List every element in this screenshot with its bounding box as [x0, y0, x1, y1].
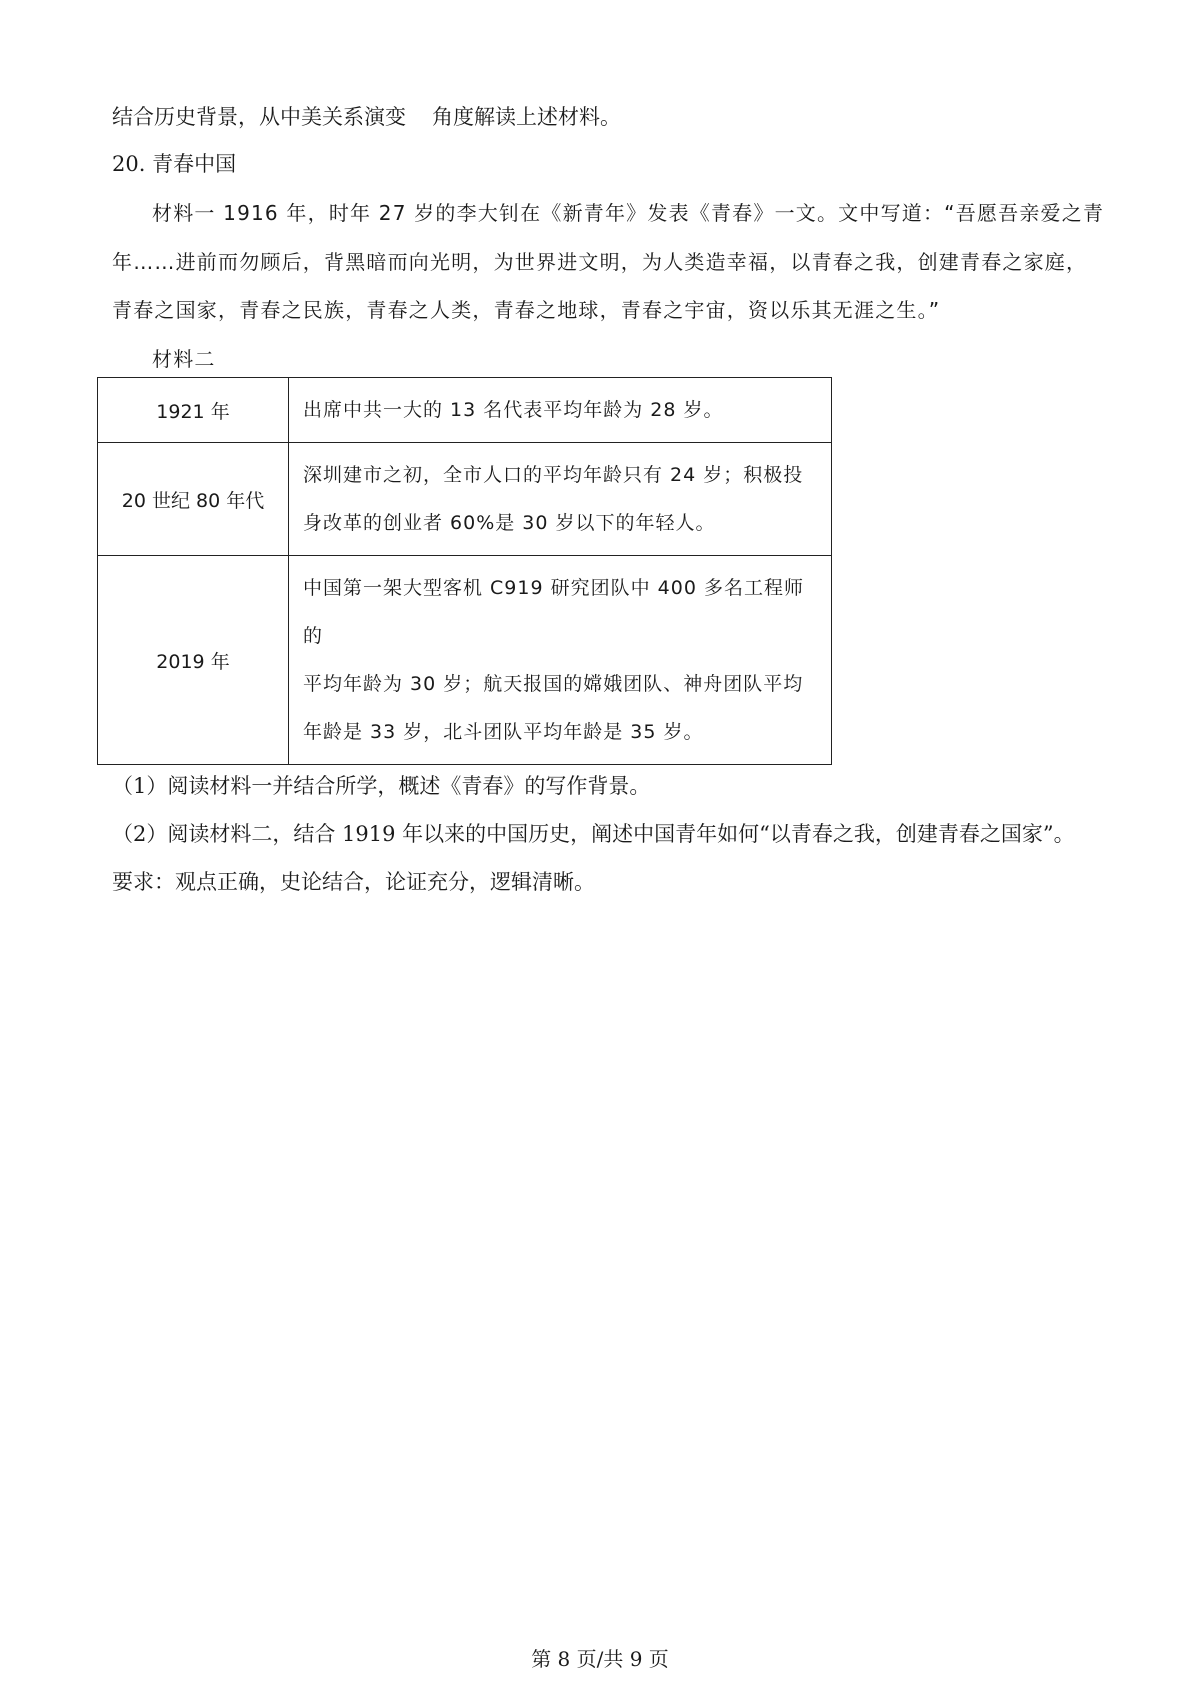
- material1-line-3: 青春之国家，青春之民族，青春之人类，青春之地球，青春之宇宙，资以乐其无涯之生。”: [112, 298, 941, 322]
- table-content-line: 身改革的创业者 60%是 30 岁以下的年轻人。: [303, 512, 716, 534]
- answer-requirements: 要求：观点正确，史论结合，论证充分，逻辑清晰。: [112, 870, 595, 894]
- table-year-cell: 1921 年: [98, 378, 289, 443]
- table-content-cell: [289, 378, 832, 443]
- material2-table: [97, 377, 832, 765]
- table-year-cell: 20 世纪 80 年代: [98, 443, 289, 556]
- table-content-line: 深圳建市之初，全市人口的平均年龄只有 24 岁；积极投: [303, 464, 804, 486]
- table-year-cell: 2019 年: [98, 556, 289, 765]
- carryover-instruction: [112, 103, 621, 131]
- carryover-part2: 角度解读上述材料。: [432, 105, 621, 129]
- table-content-cell: [289, 443, 832, 556]
- sub-question-1: （1）阅读材料一并结合所学，概述《青春》的写作背景。: [112, 774, 651, 798]
- material1-line-2: 年……进前而勿顾后，背黑暗而向光明，为世界进文明，为人类造幸福，以青春之我，创建青春之家庭，: [112, 250, 1088, 274]
- table-content-line: 平均年龄为 30 岁；航天报国的嫦娥团队、神舟团队平均: [303, 673, 804, 695]
- material2-label: 材料二: [152, 347, 216, 371]
- table-content-line: 中国第一架大型客机 C919 研究团队中 400 多名工程师的: [303, 577, 804, 647]
- table-row: [98, 556, 832, 765]
- question-title: 20. 青春中国: [112, 152, 237, 176]
- material1-line-1: 材料一 1916 年，时年 27 岁的李大钊在《新青年》发表《青春》一文。文中写道：“吾愿吾亲爱之青: [152, 201, 1105, 225]
- table-row: [98, 378, 832, 443]
- table-content-cell: [289, 556, 832, 765]
- table-row: [98, 443, 832, 556]
- table-content-line: 出席中共一大的 13 名代表平均年龄为 28 岁。: [303, 399, 724, 421]
- carryover-part1: 结合历史背景，从中美关系演变: [112, 105, 406, 129]
- table-content-line: 年龄是 33 岁，北斗团队平均年龄是 35 岁。: [303, 721, 704, 743]
- page-number: 第 8 页/共 9 页: [531, 1647, 669, 1671]
- sub-question-2: （2）阅读材料二，结合 1919 年以来的中国历史，阐述中国青年如何“以青春之我，创建青春之国家”。: [112, 822, 1075, 846]
